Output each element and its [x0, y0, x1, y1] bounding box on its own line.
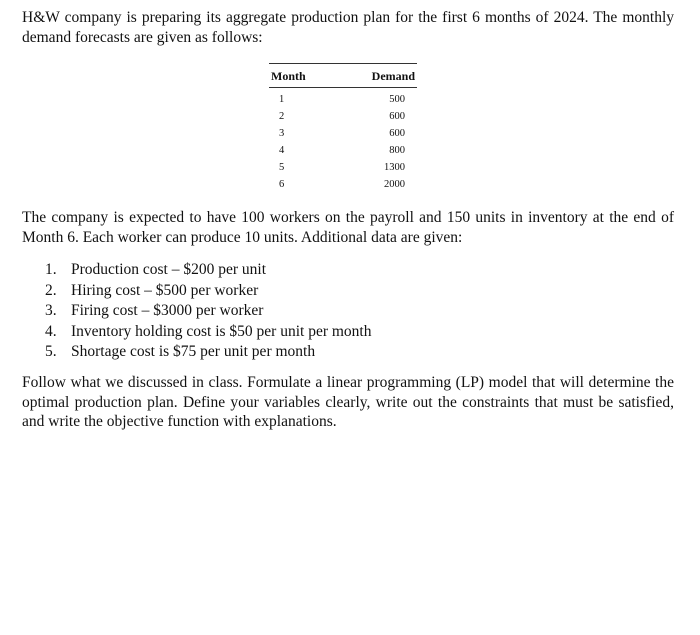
demand-cell: 2000 — [384, 179, 405, 190]
list-item — [45, 281, 372, 302]
demand-cell: 1300 — [384, 162, 405, 173]
header-demand: Demand — [341, 64, 417, 88]
list-text: Firing cost – $3000 per worker — [71, 302, 264, 319]
month-cell: 6 — [279, 179, 285, 190]
list-number: 4. — [45, 322, 57, 340]
list-item — [45, 301, 372, 322]
list-number: 2. — [45, 281, 57, 299]
table-row — [269, 108, 417, 125]
month-cell: 5 — [279, 162, 285, 173]
table-header-row — [269, 64, 417, 88]
demand-cell: 500 — [389, 94, 405, 105]
info-paragraph: The company is expected to have 100 workers on the payroll and 150 units in inventory at the end of Month 6. Each worker can produce 10 units. Additional data are given: — [22, 209, 674, 246]
month-cell: 2 — [279, 111, 285, 122]
table-row — [269, 125, 417, 142]
list-item — [45, 322, 372, 343]
list-text: Shortage cost is $75 per unit per month — [71, 343, 316, 360]
table-row — [269, 88, 417, 109]
table-row — [269, 142, 417, 159]
demand-cell: 600 — [389, 111, 405, 122]
month-cell: 1 — [279, 94, 285, 105]
list-text: Hiring cost – $500 per worker — [71, 281, 259, 299]
list-text: Production cost – $200 per unit — [71, 261, 267, 278]
list-number: 1. — [45, 261, 57, 278]
demand-table — [269, 63, 417, 193]
demand-cell: 600 — [389, 128, 405, 139]
cost-list — [45, 260, 372, 363]
intro-paragraph: H&W company is preparing its aggregate production plan for the first 6 months of 2024. The monthly demand forecasts are given as follows: — [22, 9, 674, 46]
list-item — [45, 342, 372, 363]
month-cell: 3 — [279, 128, 285, 139]
task-paragraph: Follow what we discussed in class. Formulate a linear programming (LP) model that will determine the optimal production plan. Define your variables clearly, write out the constraints that must be satisfied, and write the objective function with explanations. — [22, 374, 674, 430]
table-row — [269, 176, 417, 193]
table-row — [269, 159, 417, 176]
list-item — [45, 260, 372, 281]
list-number: 5. — [45, 343, 57, 360]
month-cell: 4 — [279, 145, 285, 156]
list-number: 3. — [45, 302, 57, 319]
header-month: Month — [269, 64, 341, 88]
demand-cell: 800 — [389, 145, 405, 156]
list-text: Inventory holding cost is $50 per unit per month — [71, 322, 372, 340]
